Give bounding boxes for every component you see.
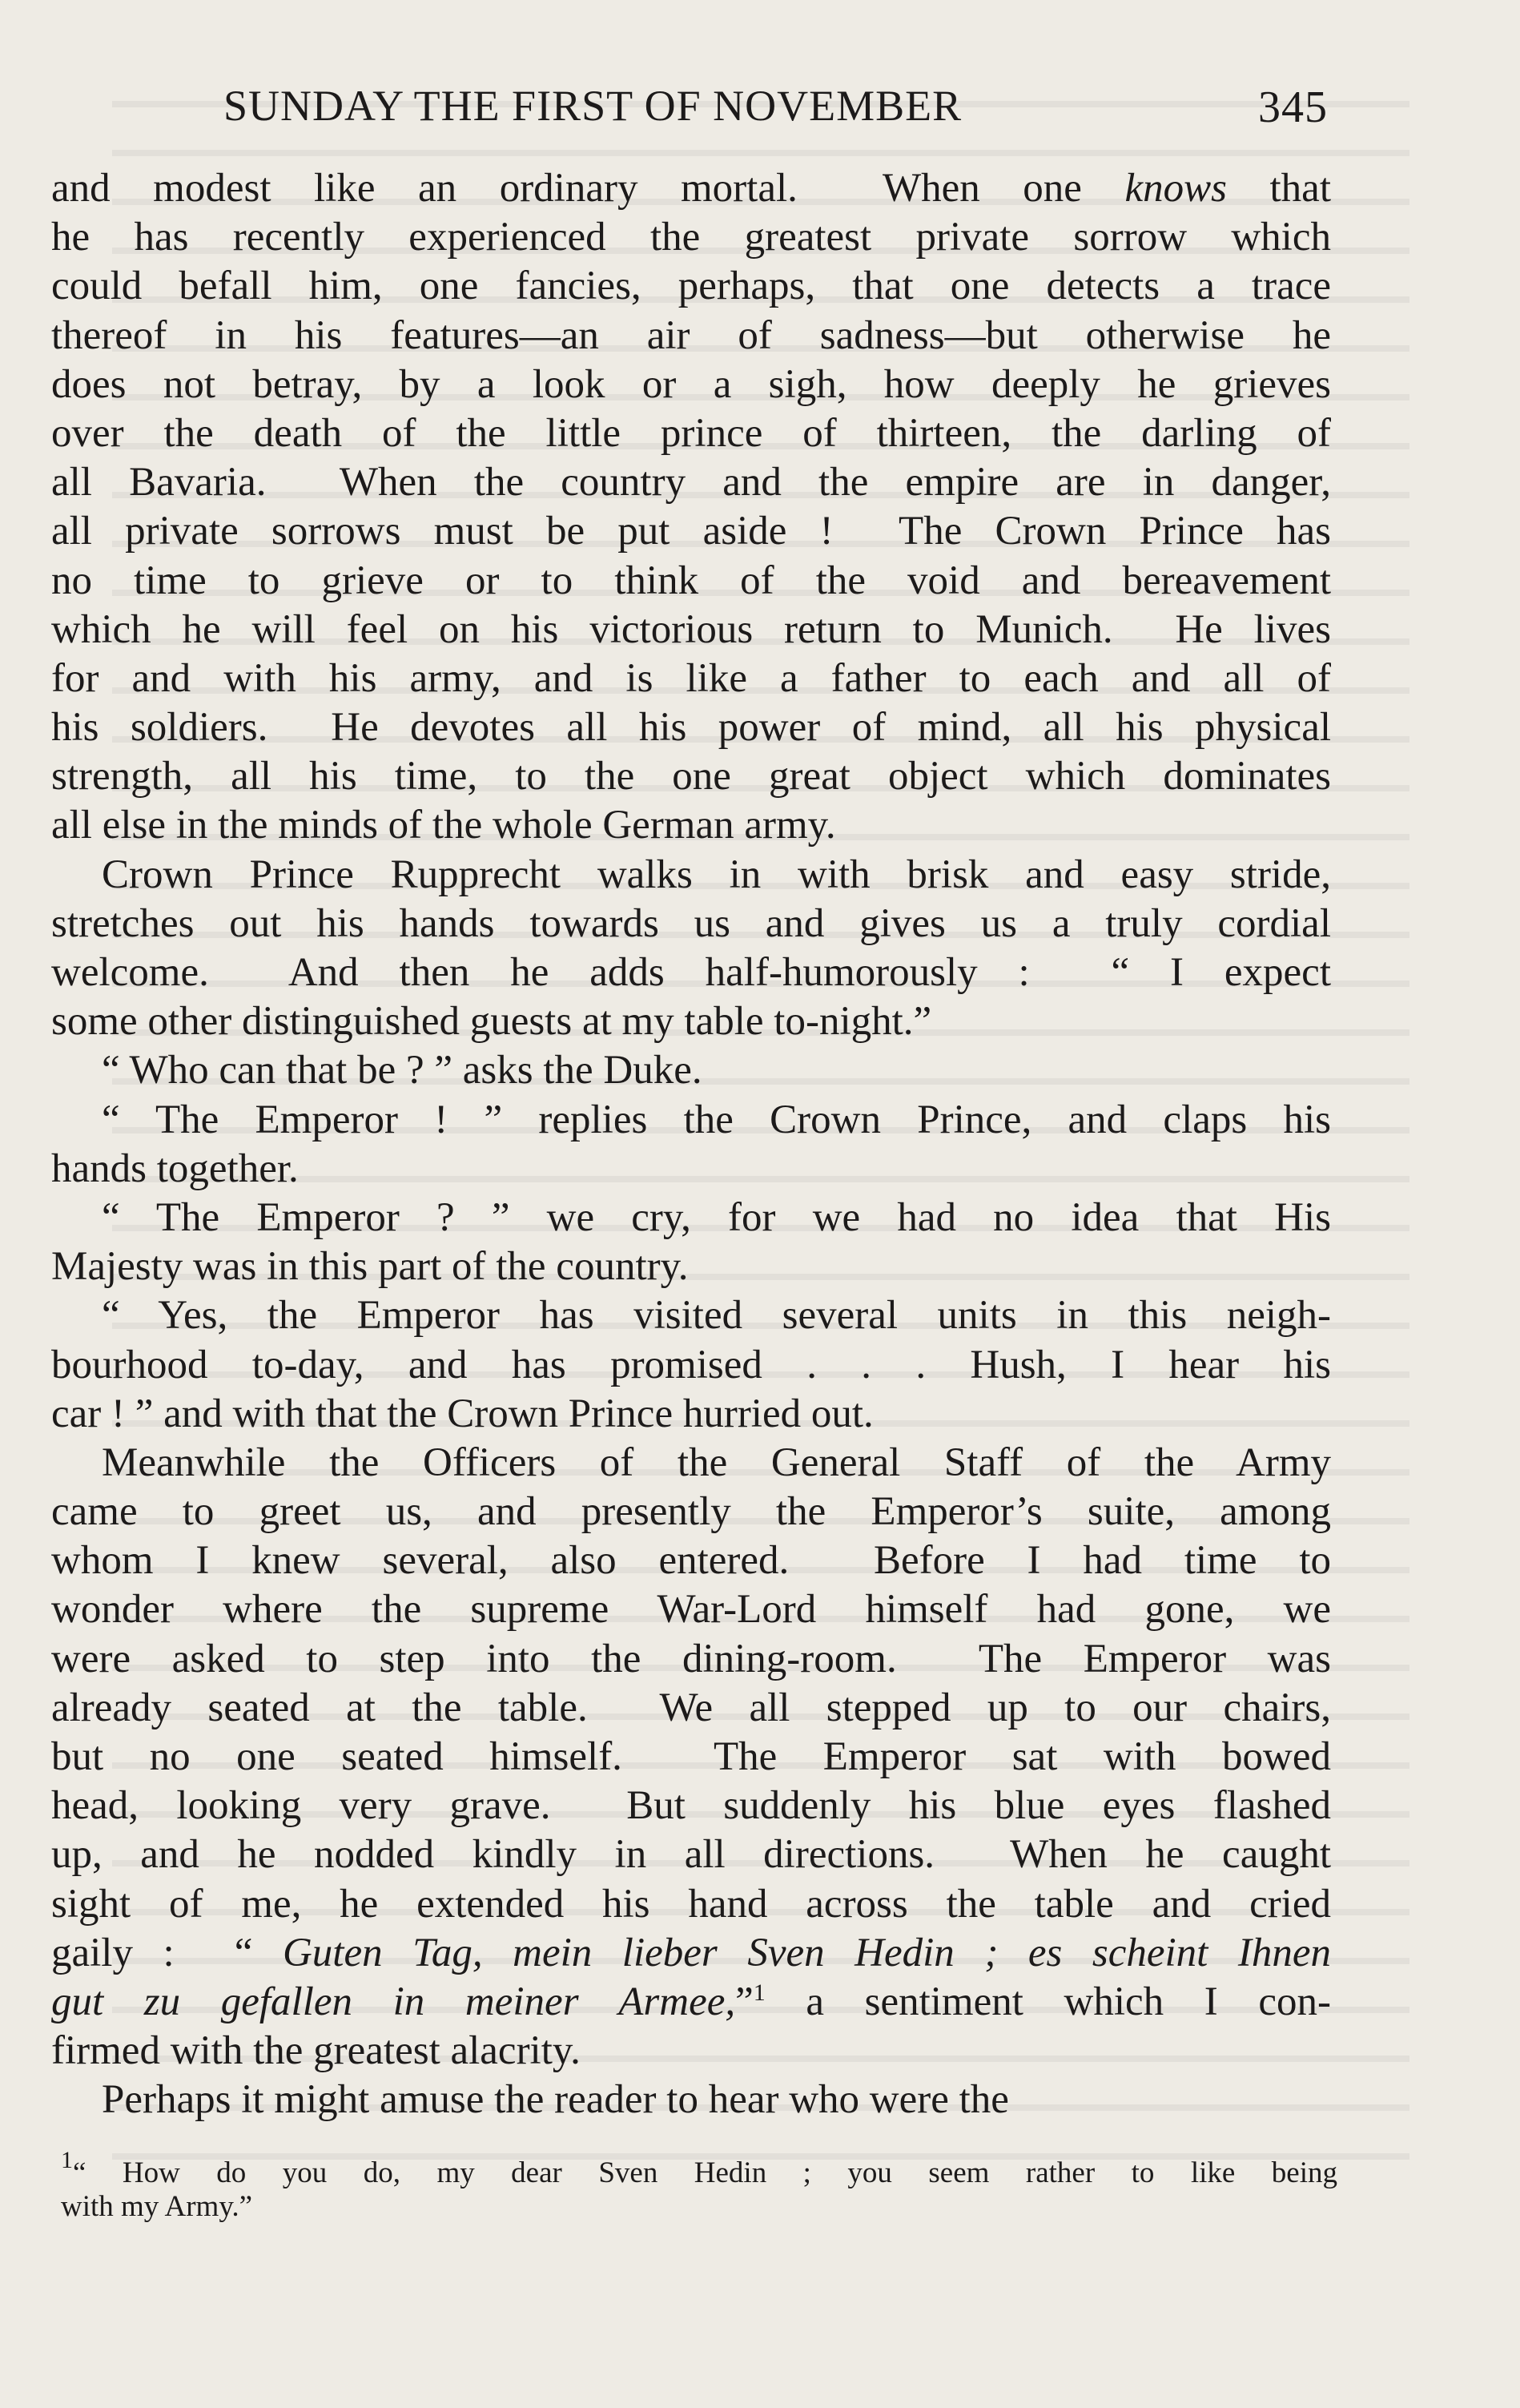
text-line [51,2027,1331,2076]
text-line [51,458,1331,507]
line-text: which he will feel on his victorious return to Munich. He lives [51,606,1331,652]
footnote-line-1 [61,2147,1337,2190]
text-line [51,1242,1331,1291]
text-line [51,654,1331,703]
text-line [51,213,1331,262]
line-text: all Bavaria. When the country and the empire are in danger, [51,460,1331,505]
text-line [51,1782,1331,1830]
line-text-pre: and modest like an ordinary mortal. When one [51,166,1125,211]
line-text: could befall him, one fancies, perhaps, that one detects a trace [51,264,1331,309]
text-line [51,1096,1331,1145]
running-head [223,74,1328,138]
line-text: “ The Emperor ? ” we cry, for we had no idea that His [102,1194,1331,1240]
line-text: all else in the minds of the whole German army. [51,803,836,848]
text-line [51,409,1331,458]
page-number: 345 [1258,83,1328,132]
text-line [51,801,1331,850]
text-line [51,1536,1331,1585]
text-line [51,1390,1331,1439]
line-text: up, and he nodded kindly in all directions. When he caught [51,1832,1331,1878]
text-line [51,1341,1331,1390]
text-line [51,1978,1331,2027]
text-line [51,1585,1331,1634]
text-line [51,1439,1331,1488]
line-text: hands together. [51,1146,299,1191]
line-text: sight of me, he extended his hand across the table and cried [51,1881,1331,1927]
text-line [51,1291,1331,1340]
text-line [51,507,1331,556]
line-text-post: ” [735,1979,754,2024]
line-text: Meanwhile the Officers of the General Staff of the Army [102,1440,1331,1485]
text-line [51,752,1331,801]
text-line [51,2076,1331,2124]
text-line [51,1145,1331,1194]
text-line [51,1830,1331,1879]
line-text: over the death of the little prince of thirteen, the darling of [51,410,1331,456]
line-text: thereof in his features—an air of sadness—but otherwise he [51,312,1331,358]
line-text: head, looking very grave. But suddenly his blue eyes flashed [51,1783,1331,1829]
line-text: he has recently experienced the greatest private sorrow which [51,215,1331,260]
line-text: wonder where the supreme War-Lord himself had gone, we [51,1587,1331,1633]
text-line [51,1733,1331,1782]
text-line [51,164,1331,213]
text-line [51,312,1331,360]
line-text: stretches out his hands towards us and gives us a truly cordial [51,900,1331,946]
line-text: all private sorrows must be put aside ! The Crown Prince has [51,509,1331,554]
line-text: strength, all his time, to the one great object which dominates [51,754,1331,799]
line-text: whom I knew several, also entered. Before I had time to [51,1538,1331,1584]
running-head-title: SUNDAY THE FIRST OF NOVEMBER [223,82,963,130]
line-text: bourhood to-day, and has promised . . . Hush, I hear his [51,1342,1331,1387]
line-text: some other distinguished guests at my table to-night.” [51,999,932,1045]
line-text: “ The Emperor ! ” replies the Crown Prince, and claps his [102,1097,1331,1142]
line-text: but no one seated himself. The Emperor sat with bowed [51,1734,1331,1779]
line-text: came to greet us, and presently the Emperor’s suite, among [51,1489,1331,1535]
footnote-marker: 1 [61,2147,73,2173]
line-text: “ Yes, the Emperor has visited several units in this neigh- [102,1293,1331,1339]
line-text: for and with his army, and is like a father to each and all of [51,655,1331,701]
text-line [51,557,1331,606]
line-text: Majesty was in this part of the country. [51,1244,689,1290]
line-text: were asked to step into the dining-room. The Emperor was [51,1636,1331,1681]
line-text-post: a sentiment which I con- [765,1979,1331,2024]
text-line [51,1684,1331,1733]
text-line [51,851,1331,900]
line-text-post: that [1226,166,1331,211]
line-text: firmed with the greatest alacrity. [51,2028,581,2074]
text-line [51,997,1331,1046]
line-text: Crown Prince Rupprecht walks in with brisk and easy stride, [102,852,1331,897]
text-line [51,1635,1331,1684]
italic-text: Guten Tag, mein lieber Sven Hedin ; es scheint Ihnen [282,1930,1331,1975]
text-line [51,703,1331,752]
footnote [61,2147,1337,2224]
text-line [51,1929,1331,1978]
line-text: already seated at the table. We all stepped up to our chairs, [51,1685,1331,1730]
line-text: does not betray, by a look or a sigh, how deeply he grieves [51,361,1331,407]
line-text-pre: gaily : “ [51,1930,283,1975]
line-text: Perhaps it might amuse the reader to hear who were the [102,2077,1009,2123]
line-text: car ! ” and with that the Crown Prince hurried out. [51,1391,874,1436]
line-text: “ Who can that be ? ” asks the Duke. [102,1048,702,1093]
line-text: no time to grieve or to think of the void and bereavement [51,558,1331,603]
text-line [51,1488,1331,1536]
line-text: welcome. And then he adds half-humorously : “ I expect [51,950,1331,995]
text-line [51,1194,1331,1242]
line-text: his soldiers. He devotes all his power of mind, all his physical [51,705,1331,751]
footnote-text-2: with my Army.” [61,2190,253,2223]
footnote-line-2 [61,2190,1337,2224]
text-line [51,1046,1331,1095]
footnote-text-1: “ How do you do, my dear Sven Hedin ; you seem rather to like being [73,2156,1337,2189]
text-line [51,900,1331,948]
italic-text: gut zu gefallen in meiner Armee, [51,1979,736,2024]
body-text [51,164,1331,2125]
text-line [51,948,1331,997]
text-line [51,262,1331,311]
text-line [51,606,1331,654]
text-line [51,360,1331,409]
text-line [51,1880,1331,1929]
italic-text: knows [1124,166,1227,211]
footnote-reference: 1 [753,1979,766,2006]
